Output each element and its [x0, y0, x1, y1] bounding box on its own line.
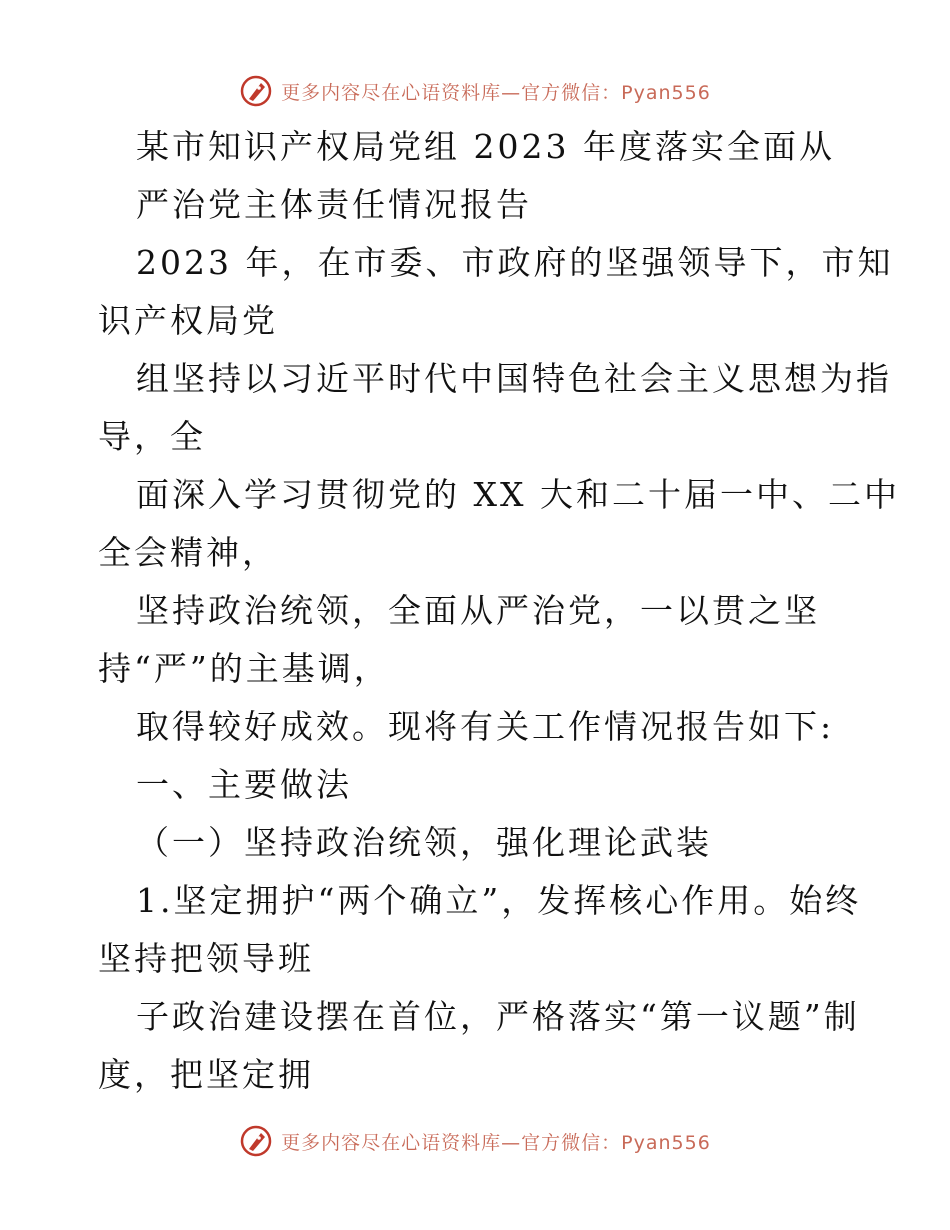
watermark-banner-bottom: [0, 1121, 950, 1161]
text-line: 2023 年，在市委、市政府的坚强领导下，市知: [136, 243, 894, 282]
watermark-text: 更多内容尽在心语资料库—官方微信：Pyan556: [281, 81, 711, 104]
document-body: [98, 118, 900, 1104]
text-line: 子政治建设摆在首位，严格落实“第一议题”制: [136, 997, 860, 1036]
pen-nib-icon: [239, 1124, 273, 1158]
subsection-heading: （一）坚持政治统领，强化理论武装: [136, 823, 712, 862]
text-line: 面深入学习贯彻党的 XX 大和二十届一中、二中: [136, 475, 900, 514]
pen-nib-icon: [239, 74, 273, 108]
text-line: 组坚持以习近平时代中国特色社会主义思想为指: [136, 359, 892, 398]
text-line: 坚持政治统领，全面从严治党，一以贯之坚: [136, 591, 820, 630]
text-line: 全会精神，: [98, 533, 278, 572]
title-line-2: 严治党主体责任情况报告: [136, 185, 532, 224]
text-line: 1.坚定拥护“两个确立”，发挥核心作用。始终: [136, 881, 862, 920]
text-line: 取得较好成效。现将有关工作情况报告如下:: [136, 707, 835, 746]
watermark-banner-top: [0, 71, 950, 111]
text-line: 识产权局党: [98, 301, 278, 340]
text-line: 坚持把领导班: [98, 939, 314, 978]
section-heading: 一、主要做法: [136, 765, 352, 804]
text-line: 度，把坚定拥: [98, 1055, 314, 1094]
text-line: 导，全: [98, 417, 206, 456]
watermark-text: 更多内容尽在心语资料库—官方微信：Pyan556: [281, 1131, 711, 1154]
text-line: 持“严”的主基调，: [98, 649, 390, 688]
title-line-1: 某市知识产权局党组 2023 年度落实全面从: [136, 127, 835, 166]
